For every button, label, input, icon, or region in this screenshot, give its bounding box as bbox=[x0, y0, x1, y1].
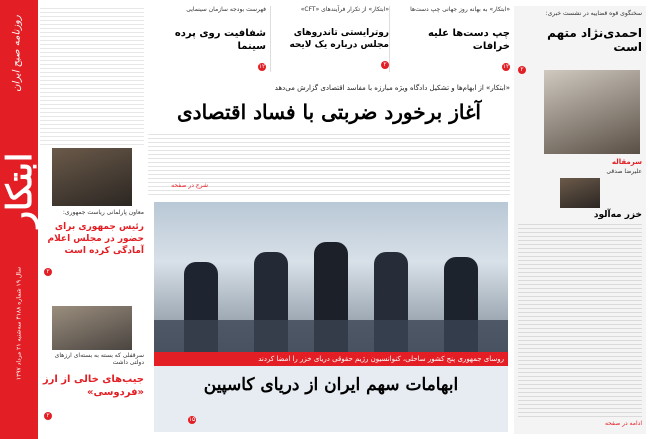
photo-story bbox=[154, 202, 508, 432]
teaser-3-badge: ۱۲ bbox=[258, 63, 266, 70]
photo-story-headline[interactable]: ابهامات سهم ایران از دریای کاسپین bbox=[203, 375, 459, 395]
editorial-more-link[interactable]: ادامه در صفحه bbox=[604, 420, 642, 427]
top-teasers bbox=[148, 6, 510, 76]
right-top-badge: ۲ bbox=[518, 56, 526, 75]
spokesman-photo bbox=[544, 70, 640, 154]
teaser-1[interactable] bbox=[392, 6, 510, 72]
teaser-2[interactable] bbox=[270, 6, 390, 72]
teaser-1-badge: ۱۲ bbox=[502, 63, 510, 70]
lead-kicker: «ابتکار» از ابهام‌ها و تشکیل دادگاه ویژه مبارزه با مفاسد اقتصادی گزارش می‌دهد bbox=[274, 84, 510, 92]
editorial-author: علیرضا صدقی bbox=[606, 168, 642, 175]
caspian-summit-photo bbox=[154, 202, 508, 352]
teaser-2-kicker: «ابتکار» از تکرار فرآیندهای «CFT» bbox=[300, 6, 389, 13]
teaser-2-badge: ۲ bbox=[381, 61, 389, 69]
left-top-caption: معاون پارلمانی ریاست جمهوری: bbox=[62, 209, 144, 216]
left-story2-headline[interactable]: سرقفلی که بسته به بسته‌ای ارزهای دولتی داشت bbox=[54, 352, 144, 366]
left-bottom-page-badge: ۲ bbox=[44, 402, 52, 421]
lead-headline[interactable]: آغاز برخورد ضربتی با فساد اقتصادی bbox=[177, 100, 481, 124]
left-column bbox=[40, 8, 144, 432]
editorial-title[interactable]: خزر مه‌آلود bbox=[593, 210, 642, 220]
currency-photo bbox=[52, 306, 132, 350]
teaser-3-headline: شفافیت روی پرده سینما bbox=[174, 28, 266, 52]
photo-caption: روسای جمهوری پنج کشور ساحلی، کنوانسیون رژیم حقوقی دریای خزر را امضا کردند bbox=[154, 352, 508, 366]
editorial-label: سرمقاله bbox=[611, 158, 642, 166]
masthead-issue-info: سال ۱۹ شماره ۴۱۸۸ سه‌شنبه ۲۱ مرداد ۱۳۹۷ bbox=[15, 266, 23, 381]
left-story-page-badge: ۲ bbox=[44, 258, 52, 277]
left-bottom-headline[interactable]: جیب‌های خالی از ارز «فردوسی» bbox=[42, 374, 144, 398]
teaser-3[interactable] bbox=[148, 6, 266, 72]
right-column bbox=[514, 6, 646, 434]
masthead-tagline: روزنامه صبح ایران bbox=[11, 15, 23, 92]
editorial-body-text bbox=[518, 224, 642, 418]
left-column-text bbox=[40, 8, 144, 146]
masthead bbox=[0, 0, 38, 439]
masthead-logo: ابتکار bbox=[0, 152, 40, 228]
summit-table bbox=[154, 320, 508, 352]
teaser-2-headline: روترایستی تاندروهای مجلس درباره یک لایحه bbox=[289, 28, 389, 50]
teaser-1-headline: چپ دست‌ها علیه خرافات bbox=[427, 28, 510, 52]
lead-more-link[interactable]: شرح در صفحه bbox=[171, 182, 208, 189]
right-top-headline[interactable]: احمدی‌نژاد متهم است bbox=[547, 26, 642, 54]
official-portrait-photo bbox=[52, 148, 132, 206]
right-top-kicker: سخنگوی قوه قضاییه در نشست خبری: bbox=[545, 10, 642, 17]
photo-story-badge: ۱۵ bbox=[188, 416, 196, 423]
teaser-1-kicker: «ابتکار» به بهانه روز جهانی چپ دست‌ها bbox=[410, 6, 510, 13]
lead-story bbox=[148, 82, 510, 198]
teaser-3-kicker: فهرست بودجه سازمان سینمایی bbox=[186, 6, 266, 13]
author-photo bbox=[560, 178, 600, 208]
left-story-headline[interactable]: رئیس جمهوری برای حضور در مجلس اعلام آمادگی کرده است bbox=[47, 222, 144, 256]
